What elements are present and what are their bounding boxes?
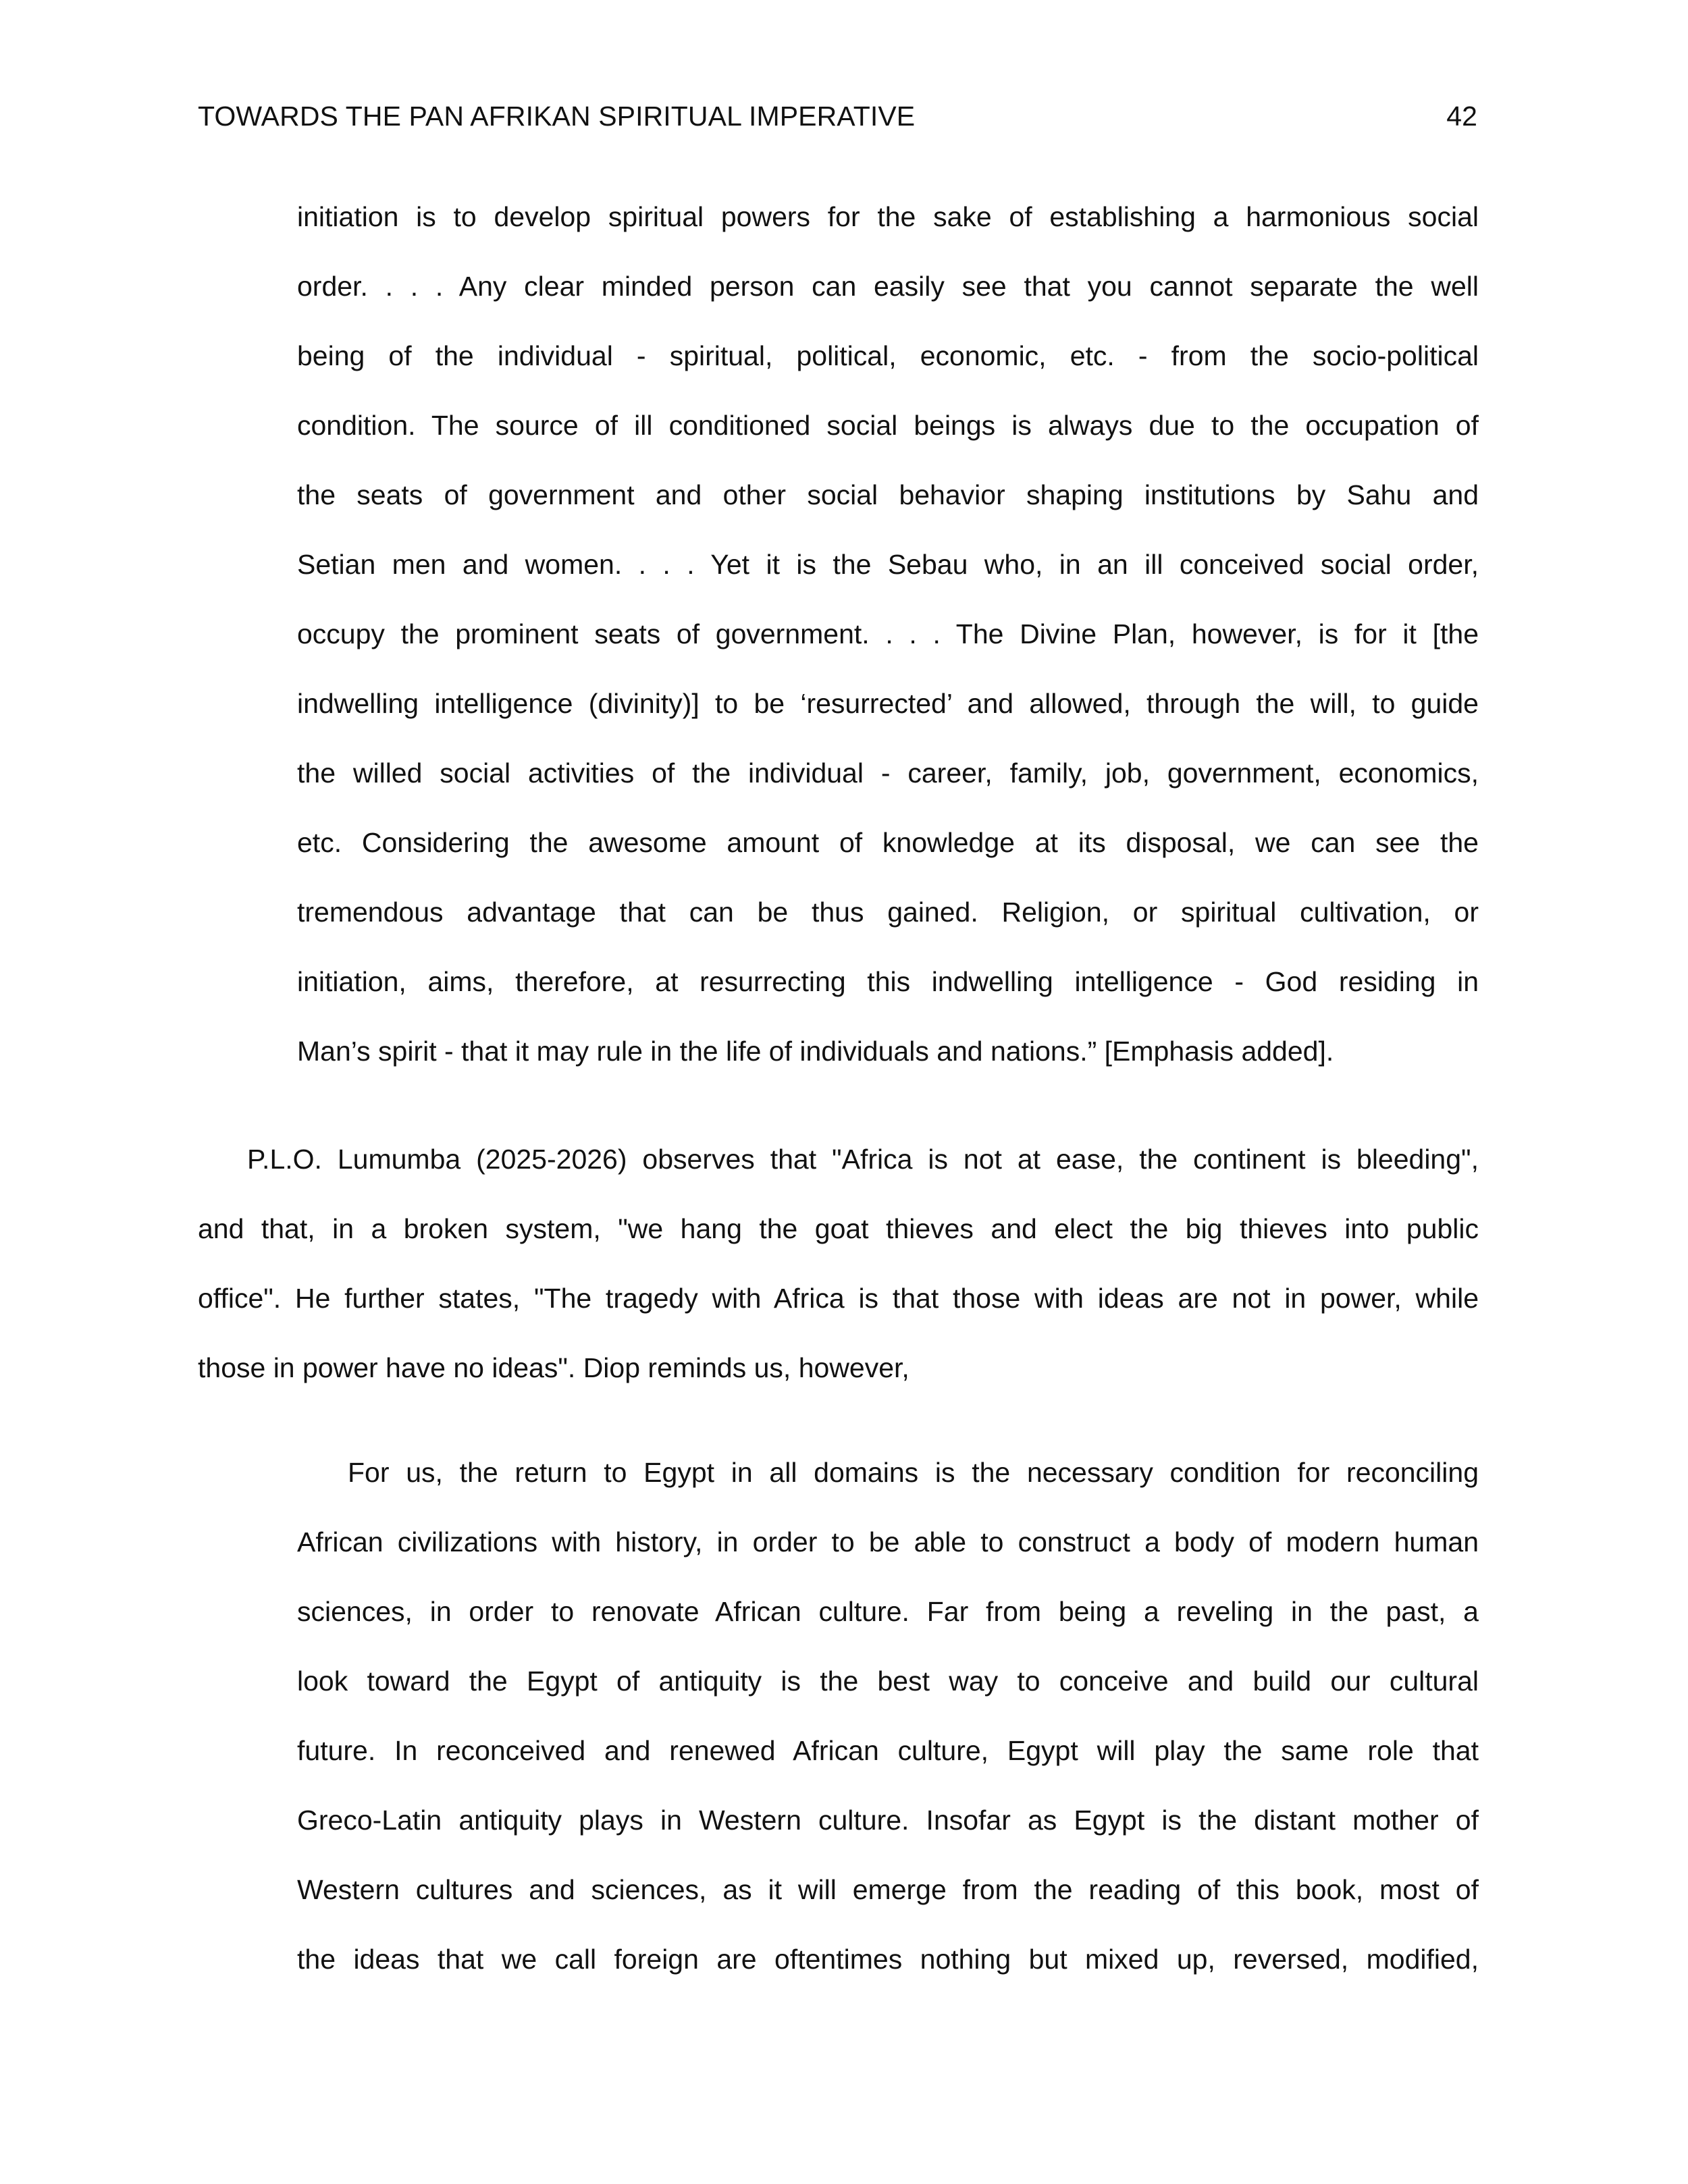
paragraph-line: those in power have no ideas". Diop reminds us, however, bbox=[198, 1352, 909, 1383]
quote-line: future. In reconceived and renewed African culture, Egypt will play the same role that bbox=[297, 1735, 1479, 1766]
paragraph-line: P.L.O. Lumumba (2025-2026) observes that "Africa is not at ease, the continent is bleeding", bbox=[247, 1144, 1479, 1175]
quote-line: the willed social activities of the individual - career, family, job, government, economics, bbox=[297, 757, 1479, 789]
quote-line: Western cultures and sciences, as it will emerge from the reading of this book, most of bbox=[297, 1874, 1479, 1905]
quote-line: etc. Considering the awesome amount of knowledge at its disposal, we can see the bbox=[297, 827, 1479, 858]
quote-line: tremendous advantage that can be thus gained. Religion, or spiritual cultivation, or bbox=[297, 897, 1479, 928]
quote-line: For us, the return to Egypt in all domains is the necessary condition for reconciling bbox=[348, 1457, 1479, 1488]
quote-line: order. . . . Any clear minded person can easily see that you cannot separate the well bbox=[297, 271, 1479, 302]
quote-line: Setian men and women. . . . Yet it is the Sebau who, in an ill conceived social order, bbox=[297, 549, 1479, 580]
running-header-title: TOWARDS THE PAN AFRIKAN SPIRITUAL IMPERATIVE bbox=[198, 101, 916, 132]
paragraph-line: and that, in a broken system, "we hang the goat thieves and elect the big thieves into public bbox=[198, 1213, 1479, 1244]
quote-line: occupy the prominent seats of government. . . . The Divine Plan, however, is for it [the bbox=[297, 618, 1479, 649]
quote-line: indwelling intelligence (divinity)] to be ‘resurrected’ and allowed, through the will, to guide bbox=[297, 688, 1479, 719]
paragraph-line: office". He further states, "The tragedy with Africa is that those with ideas are not in power, while bbox=[198, 1283, 1479, 1314]
quote-line: the ideas that we call foreign are oftentimes nothing but mixed up, reversed, modified, bbox=[297, 1944, 1479, 1975]
quote-line: look toward the Egypt of antiquity is the best way to conceive and build our cultural bbox=[297, 1666, 1479, 1697]
quote-line: being of the individual - spiritual, political, economic, etc. - from the socio-political bbox=[297, 340, 1479, 371]
running-header bbox=[198, 96, 1477, 136]
quote-line: the seats of government and other social behavior shaping institutions by Sahu and bbox=[297, 479, 1479, 510]
quote-line: initiation is to develop spiritual powers for the sake of establishing a harmonious social bbox=[297, 201, 1479, 232]
page-number: 42 bbox=[1446, 101, 1477, 132]
quote-line: sciences, in order to renovate African culture. Far from being a reveling in the past, a bbox=[297, 1596, 1479, 1627]
quote-line: initiation, aims, therefore, at resurrecting this indwelling intelligence - God residing in bbox=[297, 966, 1479, 997]
quote-line: Man’s spirit - that it may rule in the life of individuals and nations.” [Emphasis added]. bbox=[297, 1036, 1334, 1067]
quote-line: Greco-Latin antiquity plays in Western culture. Insofar as Egypt is the distant mother of bbox=[297, 1805, 1479, 1836]
quote-line: condition. The source of ill conditioned social beings is always due to the occupation of bbox=[297, 410, 1479, 441]
quote-line: African civilizations with history, in order to be able to construct a body of modern human bbox=[297, 1526, 1479, 1557]
